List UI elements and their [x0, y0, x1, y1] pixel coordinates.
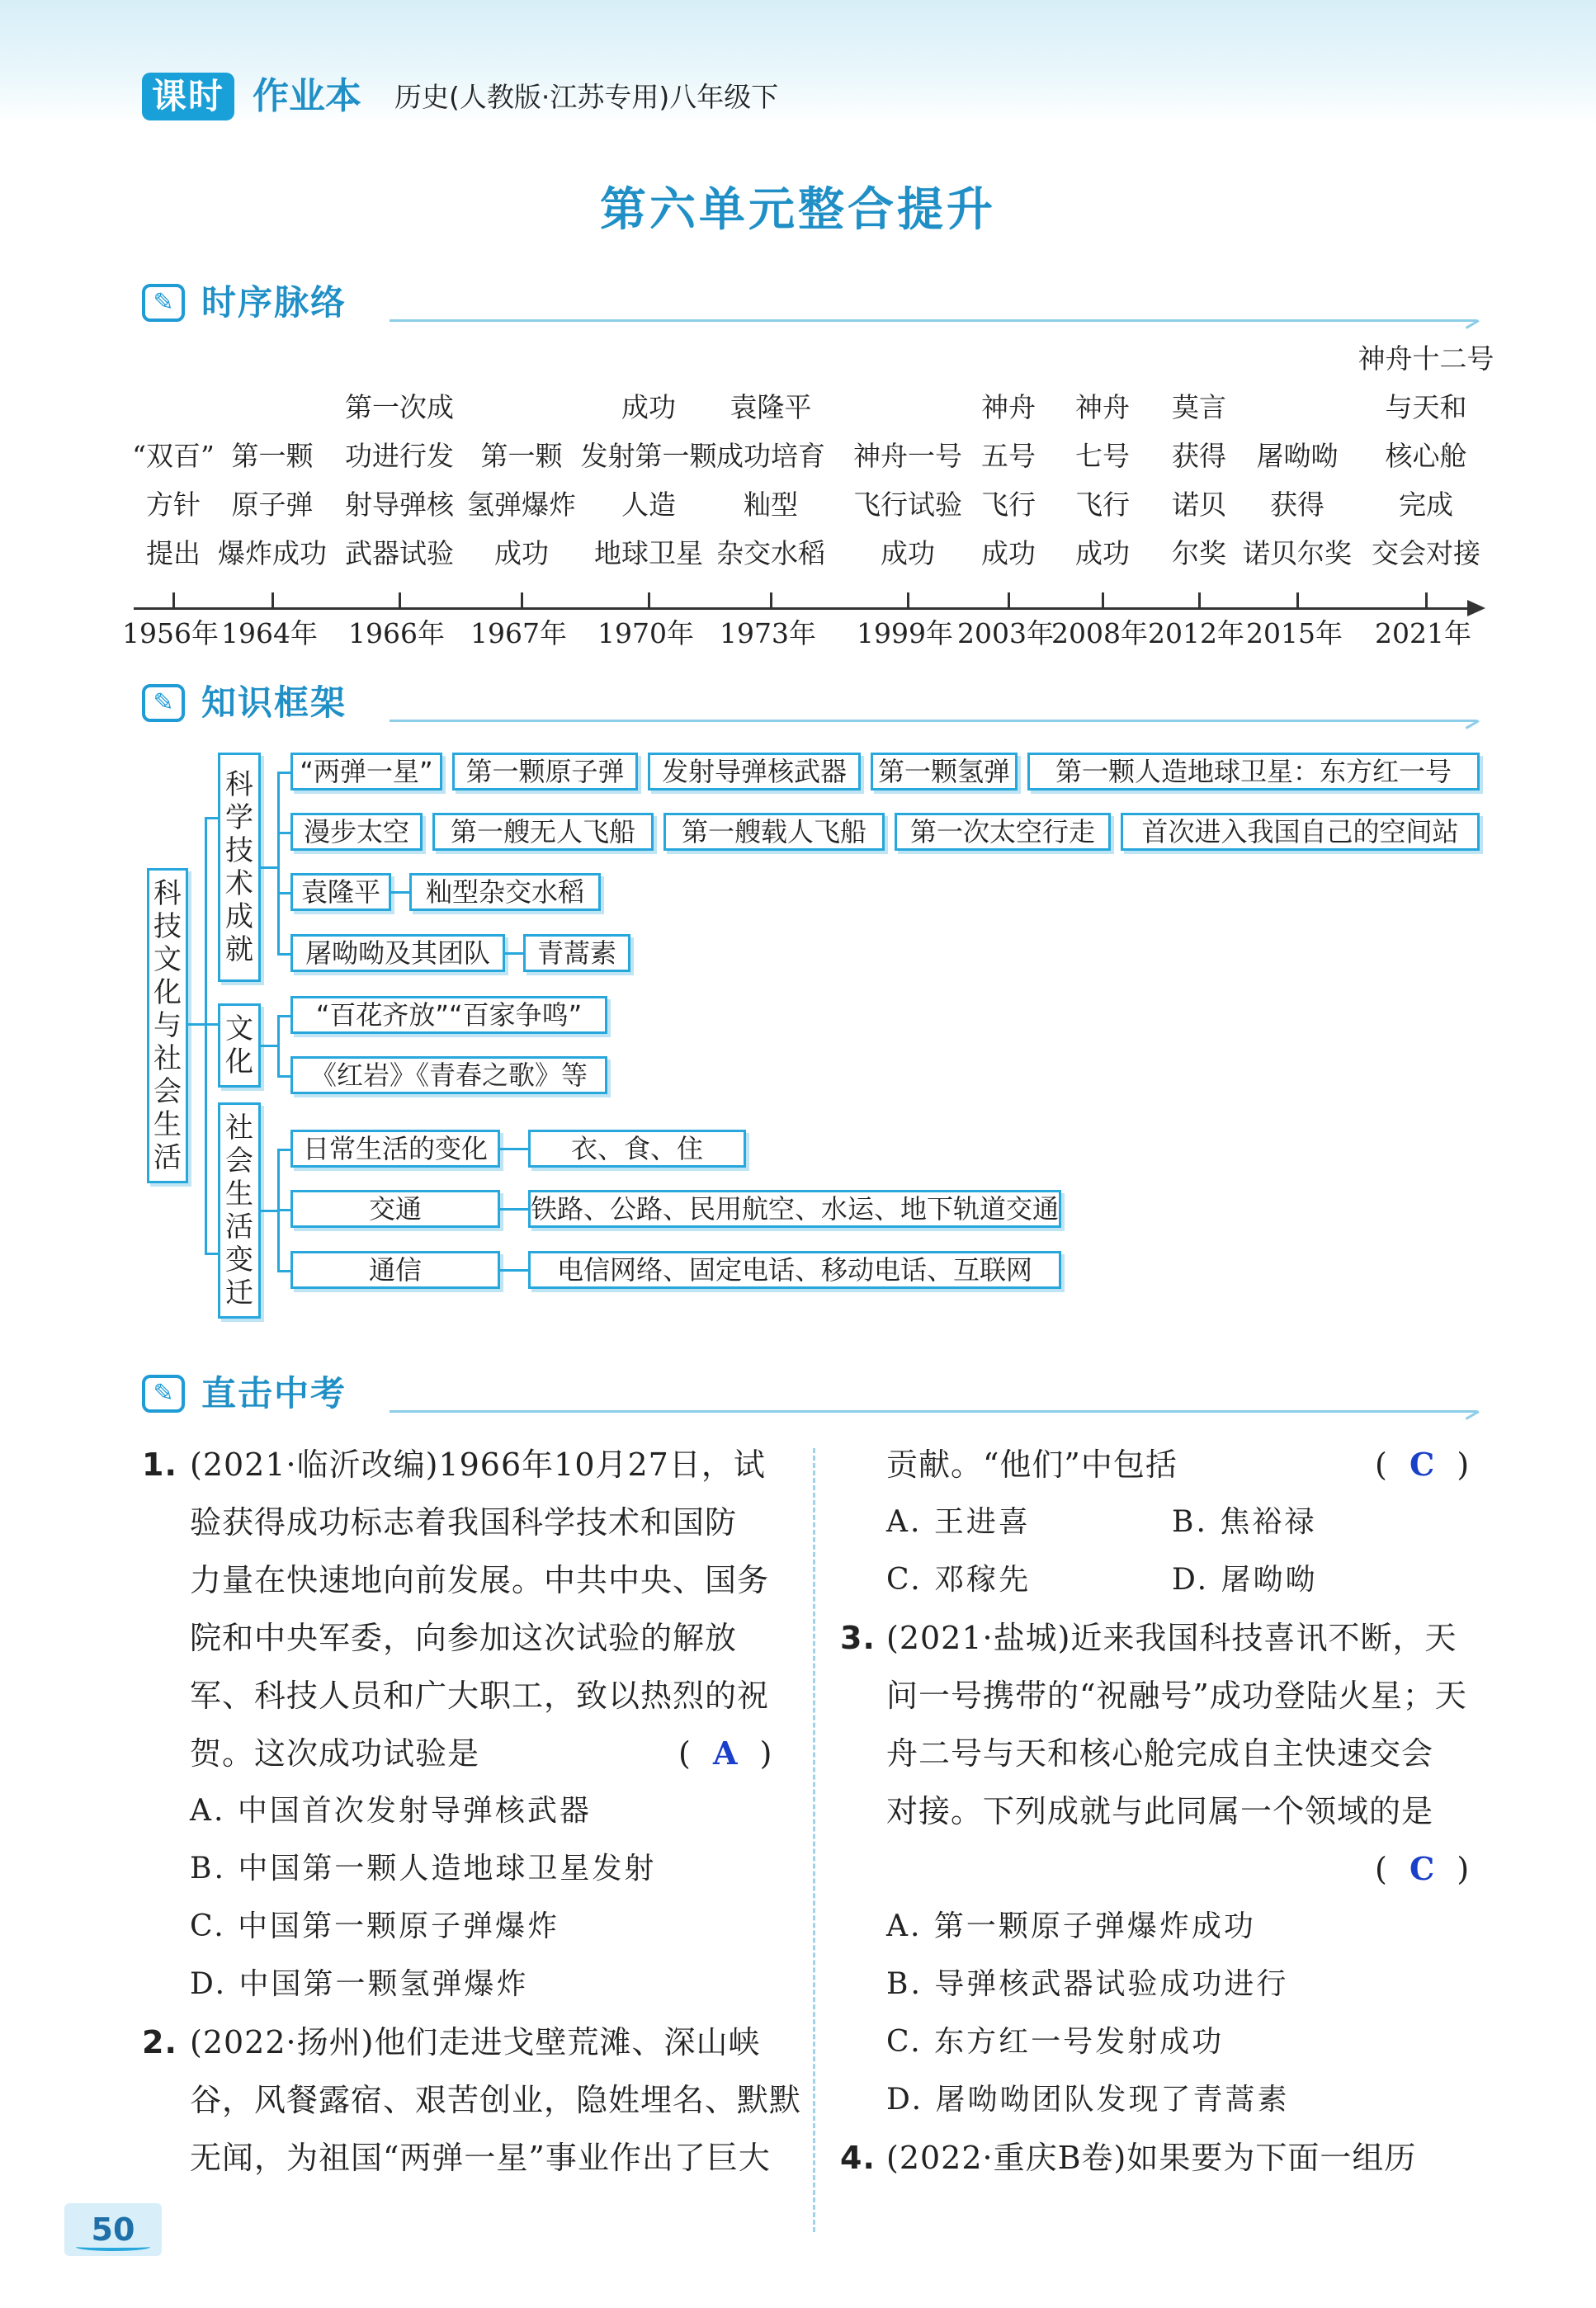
timeline-year: 2008年	[1051, 617, 1148, 649]
framework-item: 漫步太空	[290, 813, 423, 851]
timeline-event-text: 核心舱	[1385, 440, 1467, 472]
section-divider	[390, 720, 1477, 722]
timeline-tick	[1296, 592, 1299, 609]
timeline-event-text: 成功	[621, 391, 676, 423]
framework-item: 第一艘无人飞船	[432, 813, 654, 851]
section-divider	[390, 1410, 1477, 1413]
framework-root: 科技文化与社会生活	[147, 868, 188, 1183]
option: D. 屠呦呦	[1172, 1563, 1318, 1597]
timeline-event-text: 与天和	[1385, 391, 1467, 423]
timeline-year: 1967年	[470, 617, 567, 649]
question-3: 3. (2021·盐城)近来我国科技喜讯不断，天 问一号携带的“祝融号”成功登陆火星；天 舟二号与天和核心舱完成自主快速交会 对接。下列成就与此同属一个领域的是	[840, 1620, 1467, 1829]
option: C. 邓稼先	[886, 1563, 1032, 1597]
framework-item: 交通	[290, 1190, 500, 1228]
framework-item: 第一颗人造地球卫星：东方红一号	[1027, 753, 1480, 791]
framework-item: 发射导弹核武器	[648, 753, 861, 791]
timeline-axis	[134, 607, 1471, 610]
timeline-event-text: 发射第一颗	[580, 440, 717, 472]
timeline-year: 1973年	[720, 617, 816, 649]
question-1: 1. (2021·临沂改编)1966年10月27日，试 验获得成功标志着我国科学技术和国防 力量在快速地向前发展。中共中央、国务 院和中央军委，向参加这次试验的解放 军、科技人员和广大职工，致以热烈的祝 贺。这次成功试验是	[142, 1447, 770, 1772]
timeline-event-text: 原子弹	[231, 489, 314, 521]
timeline-event	[198, 432, 347, 578]
framework-branch-science: 科学技术成就	[218, 753, 261, 982]
question-2: 2. (2022·扬州)他们走进戈壁荒滩、深山峡 谷，风餐露宿、艰苦创业，隐姓埋名、默默 无闻，为祖国“两弹一星”事业作出了巨大	[142, 2024, 802, 2176]
timeline-tick	[521, 592, 523, 609]
timeline-event-text: 第一颗	[480, 440, 563, 472]
timeline-tick	[399, 592, 401, 609]
timeline-event-text: 人造	[621, 489, 676, 521]
timeline-year: 1956年	[122, 617, 219, 649]
framework-item: 屠呦呦及其团队	[290, 934, 505, 972]
timeline-event-text: 功进行发	[345, 440, 454, 472]
framework-item: 第一颗原子弹	[452, 753, 638, 791]
runner-icon: ✎	[142, 1375, 185, 1413]
timeline-year: 2012年	[1148, 617, 1244, 649]
timeline-event-text: 方针	[146, 489, 201, 521]
framework-item: 青蒿素	[523, 934, 630, 972]
timeline-event-text: “双百”	[132, 440, 215, 472]
timeline-event-text: 袁隆平	[730, 391, 812, 423]
timeline-event-text: 莫言	[1172, 391, 1226, 423]
timeline-event-text: 神舟	[1075, 391, 1130, 423]
option: A. 中国首次发射导弹核武器	[190, 1794, 592, 1828]
timeline-event-text: 完成	[1399, 489, 1453, 521]
timeline-year: 2003年	[957, 617, 1054, 649]
brand-logo: 课时	[142, 73, 234, 120]
timeline-tick	[648, 592, 650, 609]
timeline-event-text: 诺贝	[1172, 489, 1226, 521]
framework-item: 铁路、公路、民用航空、水运、地下轨道交通	[528, 1190, 1061, 1228]
framework-item: 第一颗氢弹	[871, 753, 1018, 791]
timeline-event-text: 尔奖	[1172, 537, 1226, 569]
timeline-event-text: 获得	[1270, 489, 1324, 521]
timeline-event-text: 射导弹核	[345, 489, 454, 521]
section-timeline-heading: ✎ 时序脉络	[142, 281, 1477, 327]
framework-item: “两弹一星”	[290, 753, 442, 791]
option: B. 导弹核武器试验成功进行	[886, 1967, 1289, 2001]
framework-item: 袁隆平	[290, 873, 391, 911]
question-2-continued: 贡献。“他们”中包括	[886, 1447, 1178, 1483]
timeline-year: 1970年	[597, 617, 694, 649]
framework-branch-culture: 文化	[218, 1003, 261, 1088]
timeline-event-text: 诺贝尔奖	[1243, 537, 1352, 569]
timeline-tick	[907, 592, 909, 609]
framework-item: “百花齐放”“百家争鸣”	[290, 996, 607, 1034]
timeline-tick	[1198, 592, 1201, 609]
timeline-tick	[1102, 592, 1104, 609]
timeline-event-text: 第一颗	[231, 440, 314, 472]
timeline-event	[696, 383, 845, 578]
timeline-event-text: 第一次成	[345, 391, 454, 423]
timeline-tick	[770, 592, 772, 609]
question-4: 4. (2022·重庆B卷)如果要为下面一组历	[840, 2140, 1417, 2176]
page-number: 50	[64, 2203, 162, 2256]
answer-slot-1: ( A )	[678, 1735, 773, 1772]
timeline-event-text: 提出	[146, 537, 201, 569]
column-divider	[813, 1448, 815, 2232]
section-framework-heading: ✎ 知识框架	[142, 681, 1477, 727]
unit-title: 第六单元整合提升	[600, 182, 996, 237]
framework-item: 首次进入我国自己的空间站	[1121, 813, 1480, 851]
framework-item: 通信	[290, 1251, 500, 1289]
timeline-event-text: 神舟	[981, 391, 1036, 423]
timeline-event-text: 成功	[881, 537, 935, 569]
timeline-event-text: 七号	[1075, 440, 1130, 472]
timeline-year: 2015年	[1246, 617, 1343, 649]
timeline-event-text: 爆炸成功	[218, 537, 327, 569]
header-band	[0, 0, 1596, 124]
runner-icon: ✎	[142, 684, 185, 722]
timeline-event-text: 成功	[494, 537, 549, 569]
option: D. 中国第一颗氢弹爆炸	[190, 1967, 529, 2001]
timeline-event-text: 籼型	[744, 489, 798, 521]
option: A. 王进喜	[886, 1505, 1031, 1539]
timeline-event-text: 获得	[1172, 440, 1226, 472]
section-exam-heading: ✎ 直击中考	[142, 1371, 1477, 1418]
framework-item: 电信网络、固定电话、移动电话、互联网	[528, 1251, 1061, 1289]
option: D. 屠呦呦团队发现了青蒿素	[886, 2083, 1290, 2117]
answer-value: A	[713, 1735, 739, 1772]
brand-name: 作业本	[253, 75, 361, 117]
timeline-year: 1999年	[857, 617, 953, 649]
timeline-event-text: 飞行	[1075, 489, 1130, 521]
option: C. 东方红一号发射成功	[886, 2025, 1225, 2059]
timeline-year: 1964年	[221, 617, 318, 649]
timeline-event	[447, 432, 596, 578]
framework-item: 日常生活的变化	[290, 1130, 500, 1168]
answer-value: C	[1409, 1446, 1436, 1483]
timeline-event-text: 杂交水稻	[716, 537, 825, 569]
framework-item: 第一艘载人飞船	[663, 813, 885, 851]
framework-item: 衣、食、住	[528, 1130, 746, 1168]
option: C. 中国第一颗原子弹爆炸	[190, 1909, 560, 1943]
timeline-tick	[1425, 592, 1428, 609]
timeline-event-text: 交会对接	[1372, 537, 1480, 569]
timeline-event-text: 屠呦呦	[1256, 440, 1339, 472]
timeline-event-text: 飞行试验	[853, 489, 962, 521]
timeline-event-text: 神舟十二号	[1358, 342, 1494, 375]
timeline-event-text: 地球卫星	[594, 537, 703, 569]
section-divider	[390, 319, 1477, 322]
timeline-event	[1352, 334, 1500, 578]
timeline-event-text: 五号	[981, 440, 1036, 472]
timeline-event-text: 氢弹爆炸	[467, 489, 576, 521]
framework-item: 《红岩》《青春之歌》等	[290, 1056, 607, 1094]
timeline-event-text: 成功	[1075, 537, 1130, 569]
option: B. 焦裕禄	[1172, 1505, 1317, 1539]
timeline-event-text: 神舟一号	[853, 440, 962, 472]
timeline-tick	[1008, 592, 1010, 609]
framework-item: 籼型杂交水稻	[409, 873, 601, 911]
answer-slot-3: ( C )	[1375, 1850, 1471, 1887]
timeline-event	[1223, 432, 1372, 578]
timeline-tick	[172, 592, 175, 609]
timeline-event-text: 成功	[981, 537, 1036, 569]
runner-icon: ✎	[142, 284, 185, 322]
framework-item: 第一次太空行走	[895, 813, 1111, 851]
timeline-year: 2021年	[1375, 617, 1471, 649]
timeline-year: 1966年	[348, 617, 445, 649]
option: B. 中国第一颗人造地球卫星发射	[190, 1852, 657, 1886]
timeline-event-text: 飞行	[981, 489, 1036, 521]
framework-branch-society: 社会生活变迁	[218, 1102, 261, 1319]
timeline-event-text: 成功培育	[716, 440, 825, 472]
timeline-tick	[272, 592, 274, 609]
book-title: 历史(人教版·江苏专用)八年级下	[394, 81, 779, 113]
timeline-event-text: 武器试验	[345, 537, 454, 569]
answer-value: C	[1409, 1850, 1436, 1887]
option: A. 第一颗原子弹爆炸成功	[886, 1909, 1256, 1943]
answer-slot-2: ( C )	[1375, 1446, 1471, 1483]
